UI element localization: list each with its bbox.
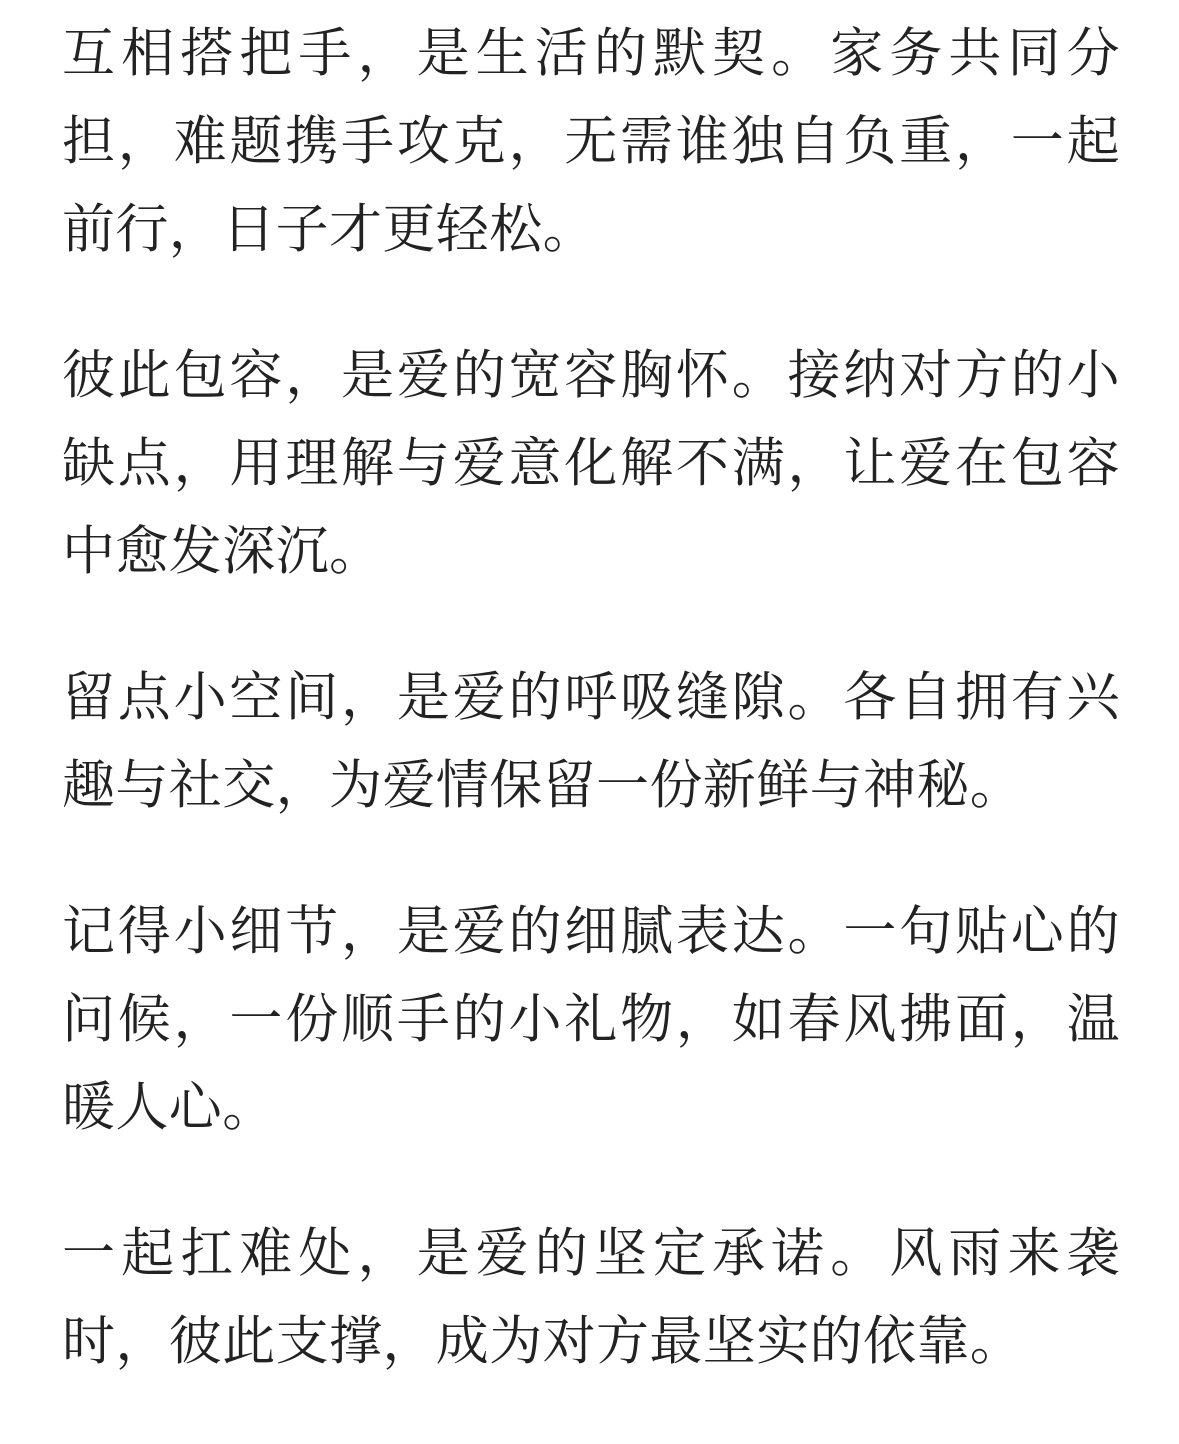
paragraph-personal-space: 留点小空间，是爱的呼吸缝隙。各自拥有兴趣与社交，为爱情保留一份新鲜与神秘。 (62, 667, 1120, 816)
paragraph-small-details: 记得小细节，是爱的细腻表达。一句贴心的问候，一份顺手的小礼物，如春风拂面，温暖人心。 (62, 901, 1120, 1138)
article-body (62, 10, 1120, 1444)
paragraph-mutual-help: 互相搭把手，是生活的默契。家务共同分担，难题携手攻克，无需谁独自负重，一起前行，日子才更轻松。 (62, 23, 1120, 260)
paragraph-tolerance: 彼此包容，是爱的宽容胸怀。接纳对方的小缺点，用理解与爱意化解不满，让爱在包容中愈发深沉。 (62, 345, 1120, 582)
paragraph-hard-times: 一起扛难处，是爱的坚定承诺。风雨来袭时，彼此支撑，成为对方最坚实的依靠。 (62, 1223, 1120, 1372)
